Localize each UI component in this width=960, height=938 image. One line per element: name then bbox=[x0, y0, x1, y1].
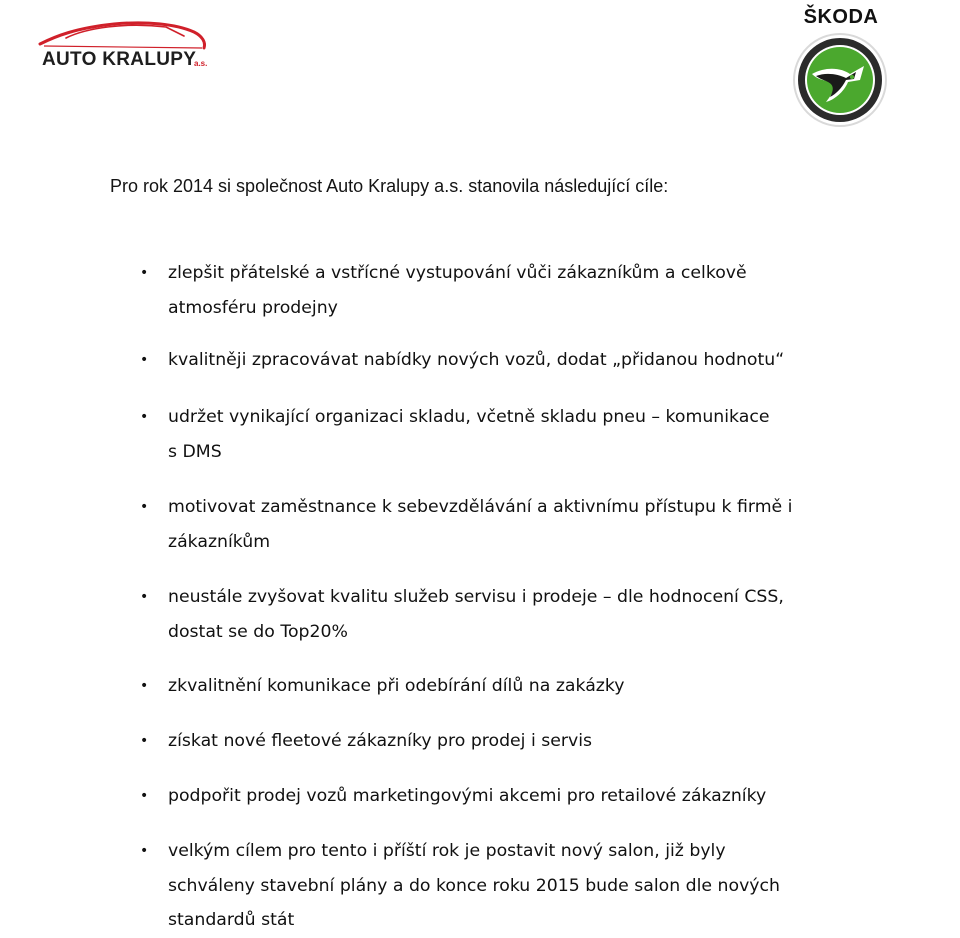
list-item-text: velkým cílem pro tento i příští rok je postavit nový salon, již byly schváleny stavební plány a do konce roku 2015 bude salon dle nových standardů stát bbox=[168, 841, 780, 930]
list-item-text: udržet vynikající organizaci skladu, včetně skladu pneu – komunikace s DMS bbox=[168, 407, 770, 462]
list-item-text: motivovat zaměstnance k sebevzdělávání a aktivnímu přístupu k firmě i zákazníkům bbox=[168, 497, 793, 552]
list-item-text: zkvalitnění komunikace při odebírání dílů na zakázky bbox=[168, 676, 625, 696]
list-item bbox=[140, 256, 880, 325]
skoda-brand-name: ŠKODA bbox=[803, 6, 879, 28]
bullet-icon: • bbox=[140, 499, 149, 515]
bullet-icon: • bbox=[140, 265, 149, 281]
skoda-winged-arrow-icon bbox=[790, 30, 890, 130]
list-item bbox=[140, 779, 880, 814]
list-item bbox=[140, 400, 880, 469]
list-item-text: podpořit prodej vozů marketingovými akcemi pro retailové zákazníky bbox=[168, 786, 767, 806]
bullet-icon: • bbox=[140, 788, 149, 804]
list-item-text: neustále zvyšovat kvalitu služeb servisu i prodeje – dle hodnocení CSS, dostat se do Top20% bbox=[168, 587, 784, 642]
auto-kralupy-logo bbox=[36, 18, 216, 78]
list-item bbox=[140, 724, 880, 759]
list-item bbox=[140, 834, 880, 938]
list-item bbox=[140, 669, 880, 704]
dealer-logo-suffix: a.s. bbox=[194, 59, 208, 68]
list-item-text: zlepšit přátelské a vstřícné vystupování vůči zákazníkům a celkově atmosféru prodejny bbox=[168, 263, 747, 318]
list-item-text: kvalitněji zpracovávat nabídky nových vozů, dodat „přidanou hodnotu“ bbox=[168, 350, 785, 370]
list-item bbox=[140, 343, 880, 378]
list-item bbox=[140, 490, 880, 559]
bullet-icon: • bbox=[140, 678, 149, 694]
bullet-icon: • bbox=[140, 352, 149, 368]
list-item bbox=[140, 580, 880, 649]
dealer-logo-text: AUTO KRALUPY bbox=[42, 49, 197, 70]
bullet-icon: • bbox=[140, 409, 149, 425]
bullet-icon: • bbox=[140, 589, 149, 605]
bullet-icon: • bbox=[140, 843, 149, 859]
bullet-icon: • bbox=[140, 733, 149, 749]
skoda-emblem bbox=[790, 30, 890, 130]
intro-paragraph: Pro rok 2014 si společnost Auto Kralupy a.s. stanovila následující cíle: bbox=[110, 176, 669, 196]
list-item-text: získat nové fleetové zákazníky pro prodej i servis bbox=[168, 731, 593, 751]
page-header bbox=[0, 0, 960, 150]
